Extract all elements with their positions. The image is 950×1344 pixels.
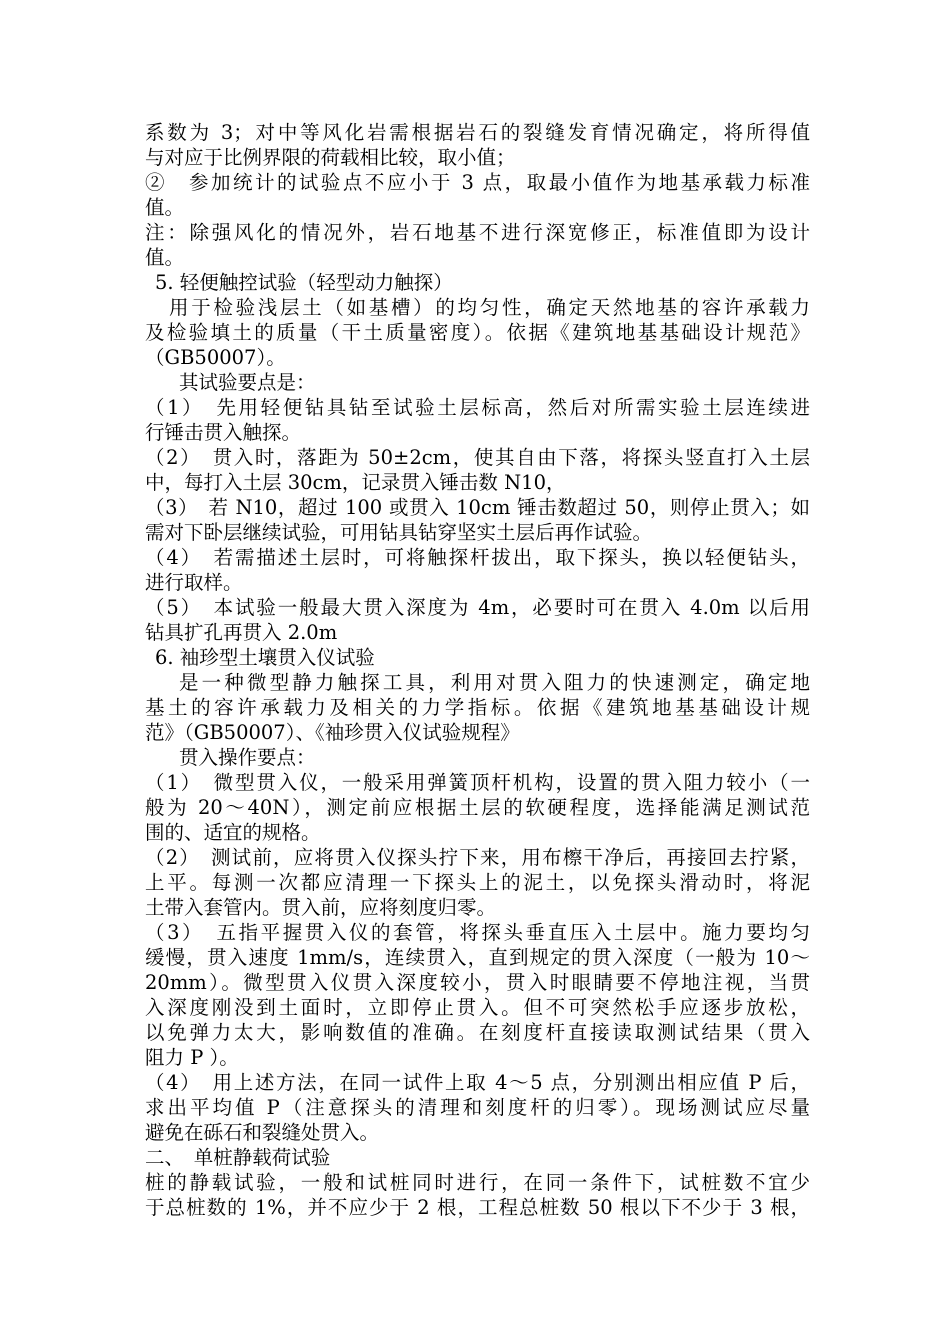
text-line: 于总桩数的 1%，并不应少于 2 根，工程总桩数 50 根以下不少于 3 根， bbox=[145, 1196, 810, 1219]
text-line: （5） 本试验一般最大贯入深度为 4m，必要时可在贯入 4.0m 以后用 bbox=[145, 596, 810, 619]
text-line: 求出平均值 P（注意探头的清理和刻度杆的归零）。现场测试应尽量 bbox=[145, 1096, 810, 1119]
text-line: 系数为 3；对中等风化岩需根据岩石的裂缝发育情况确定，将所得值 bbox=[145, 121, 810, 144]
text-line: 是一种微型静力触探工具，利用对贯入阻力的快速测定，确定地 bbox=[179, 671, 810, 694]
text-line: 及检验填土的质量（干土质量密度）。依据《建筑地基基础设计规范》 bbox=[145, 321, 810, 344]
text-line: （GB50007）。 bbox=[145, 346, 286, 369]
text-line: 注：除强风化的情况外，岩石地基不进行深宽修正，标准值即为设计 bbox=[145, 221, 810, 244]
text-line: （1） 先用轻便钻具钻至试验土层标高，然后对所需实验土层连续进 bbox=[145, 396, 810, 419]
text-line: ② 参加统计的试验点不应小于 3 点，取最小值作为地基承载力标准 bbox=[145, 171, 810, 194]
text-line: 20mm）。微型贯入仪贯入深度较小，贯入时眼睛要不停地注视，当贯 bbox=[145, 971, 810, 994]
text-line: 与对应于比例界限的荷载相比较，取小值； bbox=[145, 146, 516, 169]
text-line: 土带入套管内。贯入前，应将刻度归零。 bbox=[145, 896, 497, 919]
text-line: （1） 微型贯入仪，一般采用弹簧顶杆机构，设置的贯入阻力较小（一 bbox=[145, 771, 810, 794]
text-line: （4） 若需描述土层时，可将触探杆拔出，取下探头，换以轻便钻头， bbox=[145, 546, 810, 569]
text-line: 行锤击贯入触探。 bbox=[145, 421, 302, 444]
text-line: 范》（GB50007）、《袖珍贯入仪试验规程》 bbox=[145, 721, 520, 744]
text-line: （2） 测试前，应将贯入仪探头拧下来，用布檫干净后，再接回去拧紧， bbox=[145, 846, 810, 869]
text-line: 5. 轻便触控试验（轻型动力触探） bbox=[155, 271, 453, 294]
text-line: 入深度刚没到土面时，立即停止贯入。但不可突然松手应逐步放松， bbox=[145, 996, 810, 1019]
text-line: （4） 用上述方法，在同一试件上取 4～5 点，分别测出相应值 P 后， bbox=[145, 1071, 810, 1094]
text-line: 以免弹力太大，影响数值的准确。在刻度杆直接读取测试结果（贯入 bbox=[145, 1021, 810, 1044]
text-line: 避免在砾石和裂缝处贯入。 bbox=[145, 1121, 380, 1144]
text-line: 值。 bbox=[145, 246, 185, 269]
text-line: 般为 20～40N），测定前应根据土层的软硬程度，选择能满足测试范 bbox=[145, 796, 810, 819]
text-line: 围的、适宜的规格。 bbox=[145, 821, 321, 844]
text-line: 值。 bbox=[145, 196, 185, 219]
text-line: 上平。每测一次都应清理一下探头上的泥土，以免探头滑动时，将泥 bbox=[145, 871, 810, 894]
document-body bbox=[145, 120, 810, 1220]
text-line: 贯入操作要点： bbox=[179, 746, 316, 769]
text-line: （2） 贯入时，落距为 50±2cm，使其自由下落，将探头竖直打入土层 bbox=[145, 446, 810, 469]
text-line: 进行取样。 bbox=[145, 571, 243, 594]
text-line: 中，每打入土层 30cm，记录贯入锤击数 N10， bbox=[145, 471, 566, 494]
text-line: 其试验要点是： bbox=[179, 371, 316, 394]
text-line: （3） 五指平握贯入仪的套管，将探头垂直压入土层中。施力要均匀 bbox=[145, 921, 810, 944]
text-line: 二、 单桩静载荷试验 bbox=[145, 1146, 331, 1169]
text-line: 6. 袖珍型土壤贯入仪试验 bbox=[155, 646, 375, 669]
text-line: 桩的静载试验，一般和试桩同时进行，在同一条件下，试桩数不宜少 bbox=[145, 1171, 810, 1194]
text-line: 用于检验浅层土（如基槽）的均匀性，确定天然地基的容许承载力 bbox=[169, 296, 810, 319]
text-line: 阻力 P ）。 bbox=[145, 1046, 239, 1069]
text-line: 钻具扩孔再贯入 2.0m bbox=[145, 621, 338, 644]
text-line: 缓慢，贯入速度 1mm/s，连续贯入，直到规定的贯入深度（一般为 10～ bbox=[145, 946, 810, 969]
text-line: 基土的容许承载力及相关的力学指标。依据《建筑地基基础设计规 bbox=[145, 696, 810, 719]
text-line: 需对下卧层继续试验，可用钻具钻穿坚实土层后再作试验。 bbox=[145, 521, 653, 544]
text-line: （3） 若 N10，超过 100 或贯入 10cm 锤击数超过 50，则停止贯入；如 bbox=[145, 496, 810, 519]
